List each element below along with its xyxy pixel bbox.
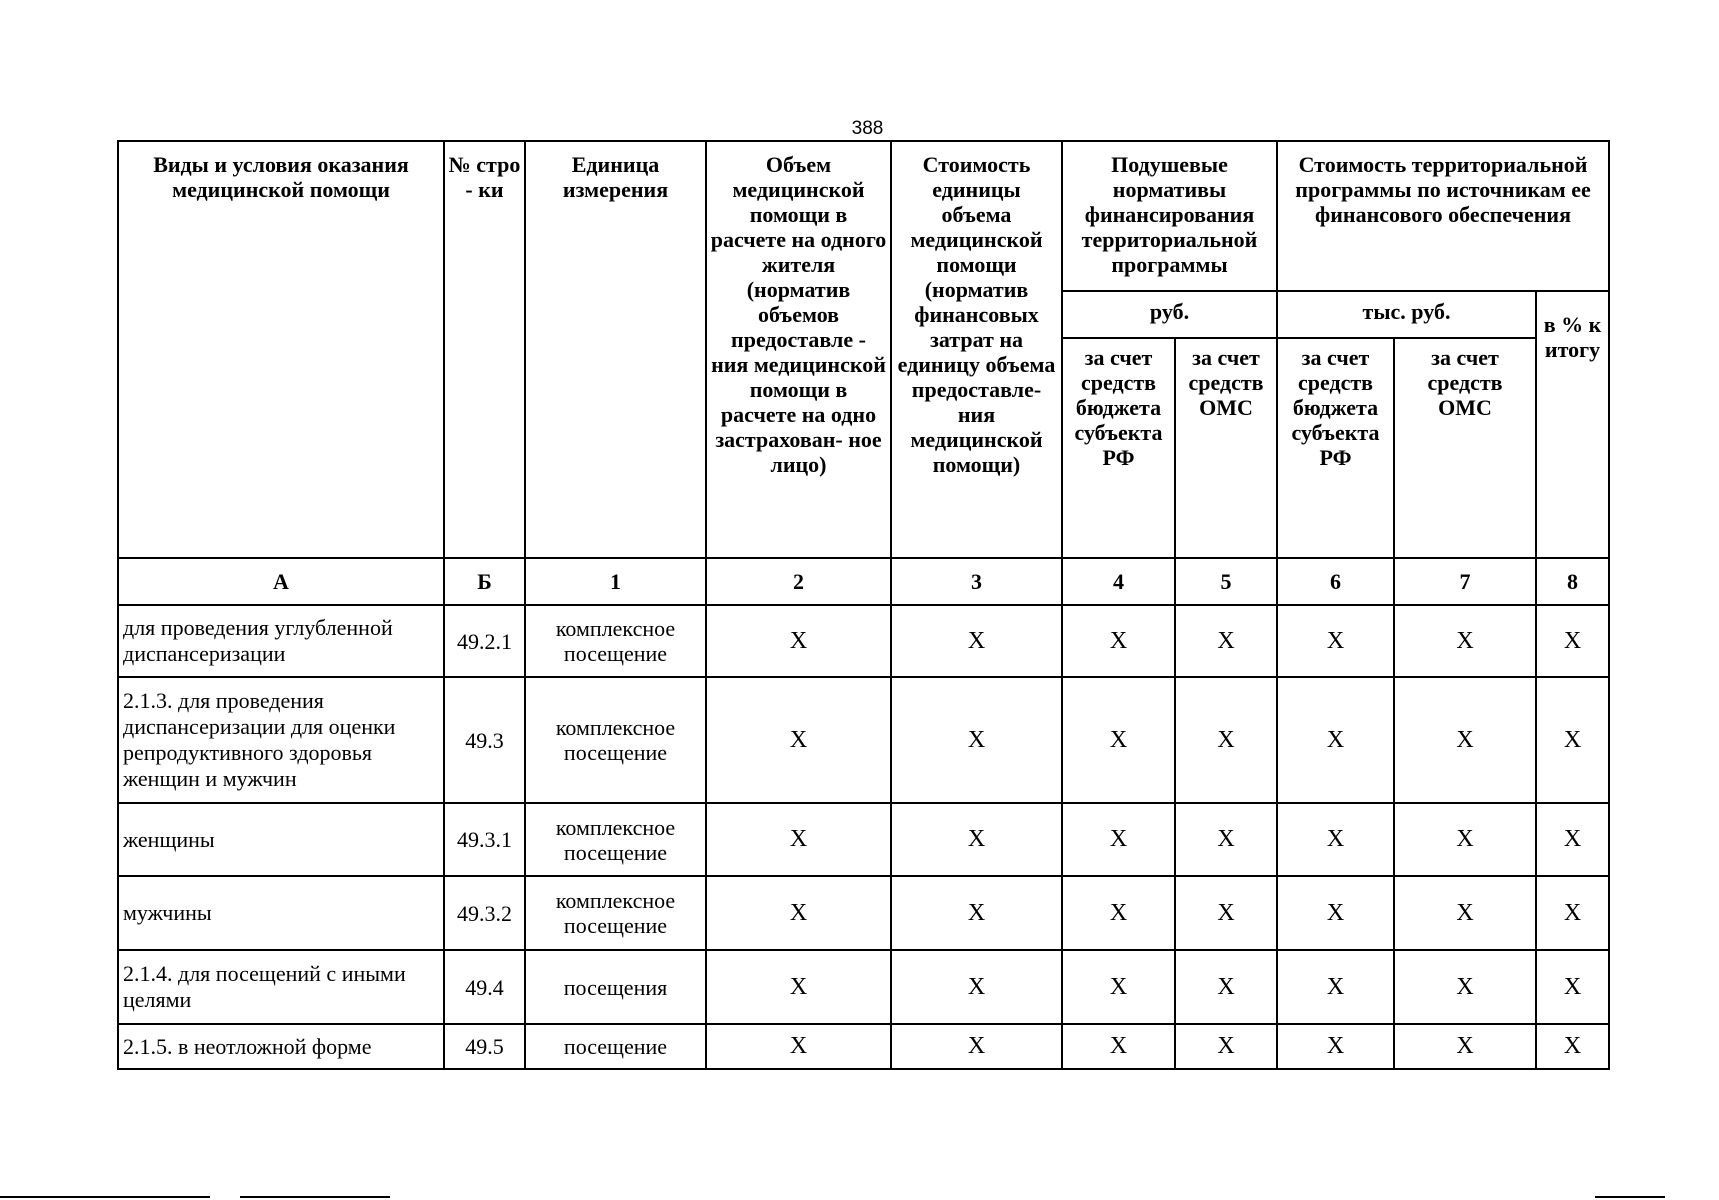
row-value-cell: X — [1175, 950, 1277, 1024]
row-value-cell: X — [891, 605, 1062, 677]
row-value-cell: X — [891, 1024, 1062, 1069]
row-unit: комплексное посещение — [525, 677, 706, 803]
row-value-cell: X — [706, 950, 891, 1024]
column-index-cell: 8 — [1536, 558, 1609, 605]
row-value-cell: X — [1277, 605, 1394, 677]
row-unit: комплексное посещение — [525, 605, 706, 677]
footer-divider — [240, 1196, 390, 1198]
row-value-cell: X — [1536, 605, 1609, 677]
header-volume-per-resident: Объем медицинской помощи в расчете на одного жителя (норматив объемов предоставле - ния медицинской помощи в расчете на одно застрахован- ное лицо) — [706, 141, 891, 558]
header-per-capita-budget: за счет средств бюджета субъекта РФ — [1062, 338, 1175, 558]
row-line-number: 49.3.1 — [444, 803, 525, 876]
row-line-number: 49.5 — [444, 1024, 525, 1069]
header-cost-oms: за счет средств ОМС — [1394, 338, 1536, 558]
header-per-capita-norms: Подушевые нормативы финансирования территориальной программы — [1062, 141, 1277, 291]
row-value-cell: X — [706, 1024, 891, 1069]
row-value-cell: X — [1175, 605, 1277, 677]
row-value-cell: X — [706, 677, 891, 803]
header-unit-of-measure: Единица измерения — [525, 141, 706, 558]
row-care-type: 2.1.5. в неотложной форме — [118, 1024, 444, 1069]
row-care-type: 2.1.3. для проведения диспансеризации для оценки репродуктивного здоровья женщин и мужчин — [118, 677, 444, 803]
row-value-cell: X — [1277, 677, 1394, 803]
footer-divider — [1595, 1196, 1665, 1198]
header-care-types: Виды и условия оказания медицинской помощи — [118, 141, 444, 558]
table-row — [118, 803, 1609, 876]
column-index-cell: 4 — [1062, 558, 1175, 605]
column-index-cell: 2 — [706, 558, 891, 605]
table-row — [118, 950, 1609, 1024]
row-value-cell: X — [1062, 605, 1175, 677]
header-percent-of-total: в % к итогу — [1536, 291, 1609, 558]
row-value-cell: X — [891, 950, 1062, 1024]
row-value-cell: X — [1062, 677, 1175, 803]
row-value-cell: X — [1175, 677, 1277, 803]
column-index-cell: 3 — [891, 558, 1062, 605]
row-care-type: для проведения углубленной диспансеризации — [118, 605, 444, 677]
row-value-cell: X — [1175, 803, 1277, 876]
row-line-number: 49.2.1 — [444, 605, 525, 677]
column-index-cell: 6 — [1277, 558, 1394, 605]
header-unit-rub: руб. — [1062, 291, 1277, 338]
row-care-type: 2.1.4. для посещений с иными целями — [118, 950, 444, 1024]
row-value-cell: X — [1175, 1024, 1277, 1069]
table-row — [118, 677, 1609, 803]
column-index-cell: 5 — [1175, 558, 1277, 605]
row-value-cell: X — [1277, 876, 1394, 950]
column-index-cell: 1 — [525, 558, 706, 605]
medical-care-table — [117, 140, 1610, 1070]
row-value-cell: X — [1062, 950, 1175, 1024]
row-value-cell: X — [1062, 803, 1175, 876]
row-value-cell: X — [1277, 950, 1394, 1024]
footer-divider — [0, 1196, 210, 1198]
table-row — [118, 605, 1609, 677]
row-value-cell: X — [891, 677, 1062, 803]
row-unit: комплексное посещение — [525, 803, 706, 876]
row-unit: комплексное посещение — [525, 876, 706, 950]
row-value-cell: X — [891, 876, 1062, 950]
row-unit: посещения — [525, 950, 706, 1024]
header-unit-thousand-rub: тыс. руб. — [1277, 291, 1536, 338]
row-value-cell: X — [1062, 876, 1175, 950]
row-value-cell: X — [1175, 876, 1277, 950]
row-care-type: женщины — [118, 803, 444, 876]
row-line-number: 49.4 — [444, 950, 525, 1024]
page-number: 388 — [851, 118, 884, 139]
row-value-cell: X — [1394, 876, 1536, 950]
header-program-cost: Стоимость территориальной программы по источникам ее финансового обеспечения — [1277, 141, 1609, 291]
header-cost-budget: за счет средств бюджета субъекта РФ — [1277, 338, 1394, 558]
row-unit: посещение — [525, 1024, 706, 1069]
row-value-cell: X — [1394, 803, 1536, 876]
row-value-cell: X — [891, 803, 1062, 876]
row-line-number: 49.3 — [444, 677, 525, 803]
row-value-cell: X — [706, 803, 891, 876]
row-value-cell: X — [1536, 803, 1609, 876]
row-value-cell: X — [706, 605, 891, 677]
table-row — [118, 876, 1609, 950]
row-value-cell: X — [1062, 1024, 1175, 1069]
header-per-capita-oms: за счет средств ОМС — [1175, 338, 1277, 558]
row-value-cell: X — [1536, 876, 1609, 950]
column-index-cell: Б — [444, 558, 525, 605]
row-line-number: 49.3.2 — [444, 876, 525, 950]
row-care-type: мужчины — [118, 876, 444, 950]
table-row — [118, 1024, 1609, 1069]
row-value-cell: X — [1536, 677, 1609, 803]
row-value-cell: X — [706, 876, 891, 950]
column-index-row — [118, 558, 1609, 605]
row-value-cell: X — [1536, 1024, 1609, 1069]
row-value-cell: X — [1394, 605, 1536, 677]
row-value-cell: X — [1277, 803, 1394, 876]
column-index-cell: 7 — [1394, 558, 1536, 605]
header-unit-cost: Стоимость единицы объема медицинской помощи (норматив финансовых затрат на единицу объема предоставле- ния медицинской помощи) — [891, 141, 1062, 558]
row-value-cell: X — [1394, 950, 1536, 1024]
header-line-number: № стро - ки — [444, 141, 525, 558]
row-value-cell: X — [1536, 950, 1609, 1024]
column-index-cell: А — [118, 558, 444, 605]
row-value-cell: X — [1394, 1024, 1536, 1069]
row-value-cell: X — [1394, 677, 1536, 803]
row-value-cell: X — [1277, 1024, 1394, 1069]
